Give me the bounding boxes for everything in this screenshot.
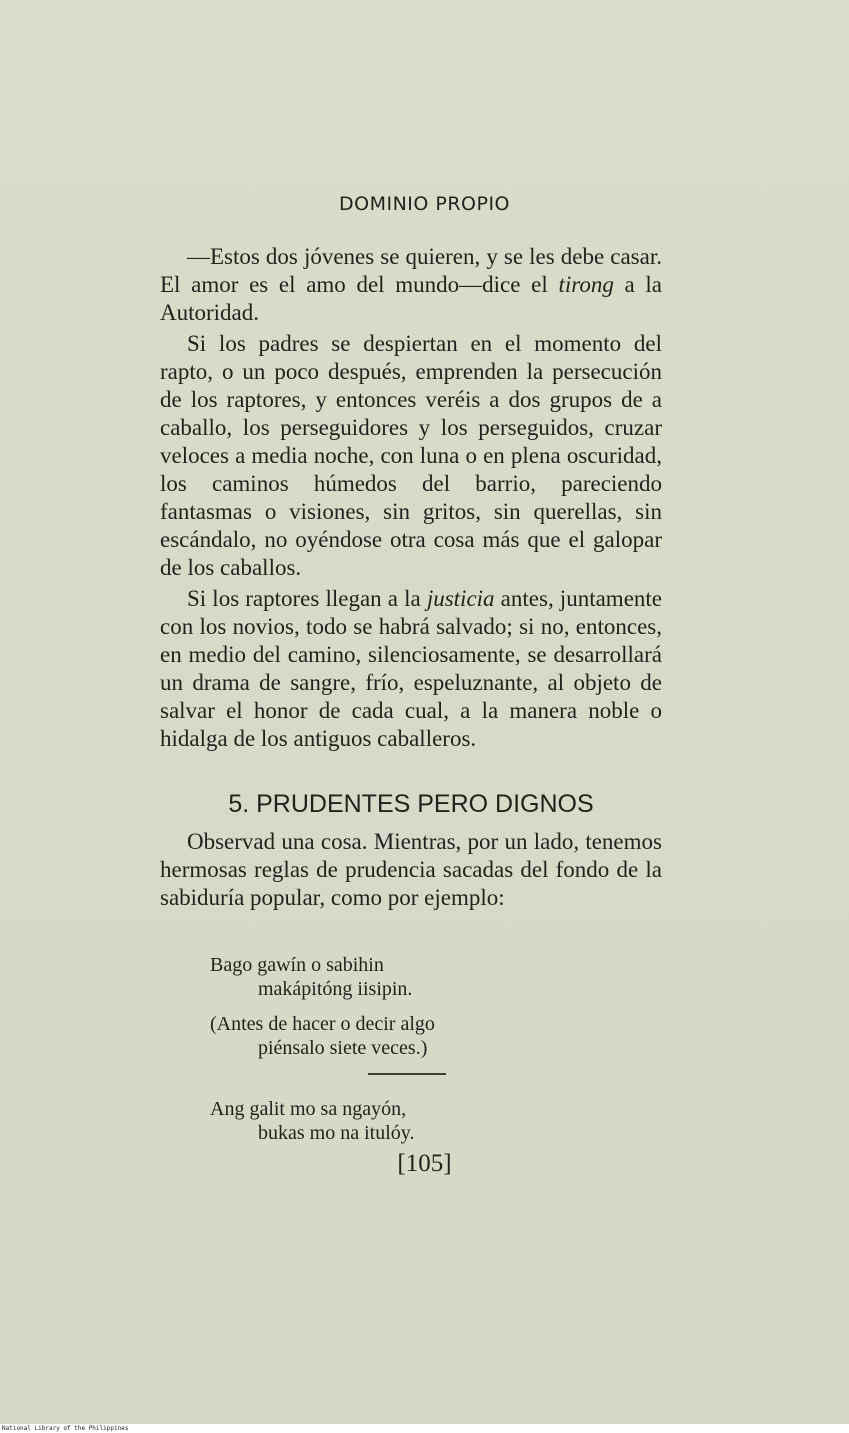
verse-line: Ang galit mo sa ngayón, — [210, 1098, 407, 1120]
paragraph-text: Si los padres se despiertan en el momento del rapto, o un poco después, emprenden la persecución de los raptores, y entonces veréis a dos grupos de a caballo, los perseguidores y los perseguidos, cruzar veloces a media noche, con luna o en plena oscuridad, los caminos húmedos del barrio, pareciendo fantasmas o visiones, sin gritos, sin querellas, sin escándalo, no oyéndose otra cosa más que el galopar de los caballos. — [160, 331, 662, 580]
paragraph — [160, 243, 662, 327]
verse-line: (Antes de hacer o decir algo — [210, 1013, 435, 1035]
tagalog-proverb — [210, 1097, 414, 1145]
paragraph — [160, 330, 662, 582]
section-title: 5. PRUDENTES PERO DIGNOS — [228, 790, 594, 818]
page-number: [105] — [397, 1150, 452, 1177]
section-intro — [160, 828, 662, 915]
verse-line: makápitóng iisipin. — [258, 978, 413, 1000]
paragraph-text: antes, juntamente con los novios, todo se habrá salvado; si no, entonces, en medio del camino, silenciosamente, se desarrollará un drama de sangre, frío, espeluznante, al objeto de salvar el honor de cada cual, a la manera noble o hidalga de los antiguos caballeros. — [160, 586, 662, 751]
italic-term: justicia — [426, 586, 495, 611]
paragraph-text: Si los raptores llegan a la — [187, 586, 427, 611]
italic-term: tirong — [558, 272, 614, 297]
running-header: DOMINIO PROPIO — [338, 193, 511, 215]
body-text — [160, 243, 662, 756]
paragraph-text: —Estos dos jóvenes se quieren, y se les debe casar. El amor es el amo del mundo—dice el — [160, 244, 662, 297]
verse-line: Bago gawín o sabihin — [210, 954, 384, 976]
separator-rule — [368, 1073, 446, 1075]
verse-line: bukas mo na itulóy. — [258, 1122, 415, 1144]
paragraph: Observad una cosa. Mientras, por un lado, tenemos hermosas reglas de prudencia sacadas del fondo de la sabiduría popular, como por ejemplo: — [160, 829, 662, 910]
spanish-translation — [210, 1012, 435, 1060]
footer-credit: National Library of the Philippines — [0, 1424, 849, 1433]
tagalog-proverb — [210, 953, 412, 1001]
paragraph — [160, 585, 662, 753]
verse-line: piénsalo siete veces.) — [258, 1037, 428, 1059]
paragraph-text: a la Autoridad. — [160, 272, 663, 325]
